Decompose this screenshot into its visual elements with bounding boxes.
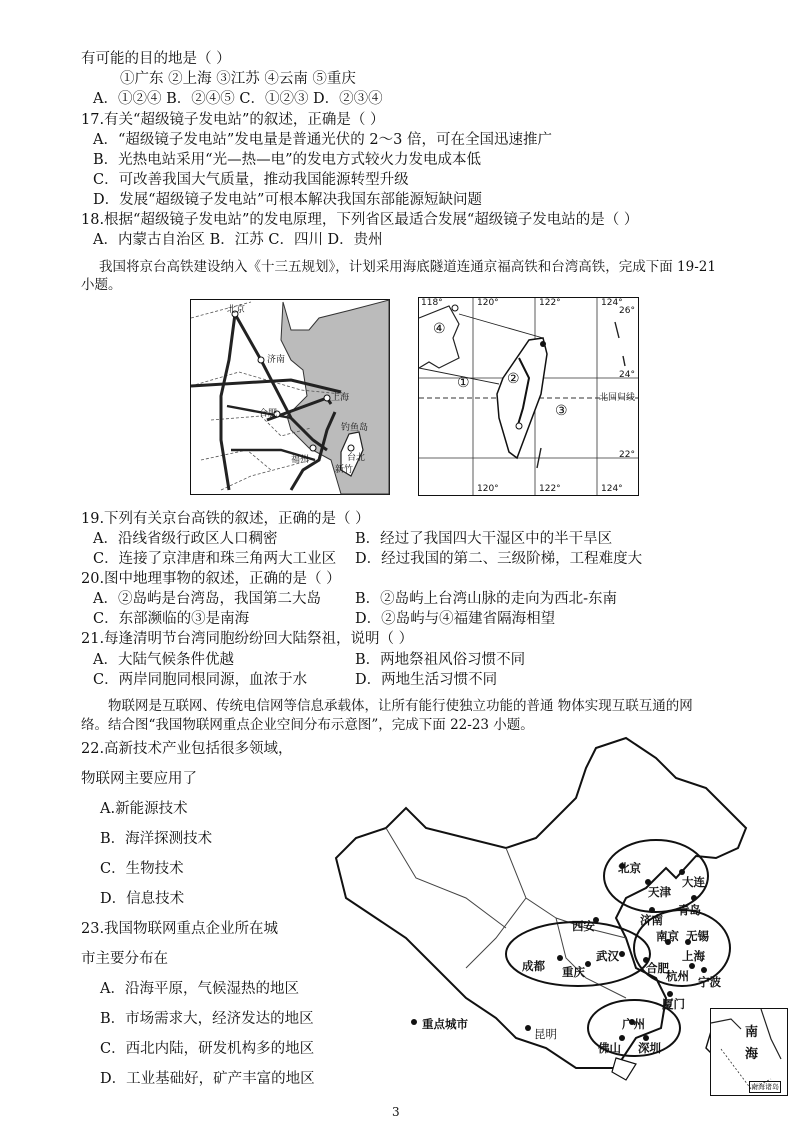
map1-label-shanghai: 上海: [331, 393, 350, 403]
q22-stem-line1: 22.高新技术产业包括很多领域，: [81, 741, 293, 757]
q19-option-c: C．连接了京津唐和珠三角两大工业区: [93, 551, 337, 567]
map3-ningbo: 宁波: [698, 975, 721, 989]
q17-option-c: C．可改善我国大气质量，推动我国能源转型升级: [93, 172, 409, 188]
map2-lat-24: 24°: [619, 370, 635, 380]
map2-lat-22: 22°: [619, 450, 635, 460]
q22-stem-line2: 物联网主要应用了: [81, 771, 197, 787]
map2-marker-1: ①: [457, 375, 470, 391]
map3-nanjing: 南京: [656, 929, 679, 943]
map3-hefei: 合肥: [646, 961, 669, 975]
map3-chongqing: 重庆: [562, 965, 585, 979]
map3-xian: 西安: [572, 919, 595, 933]
map3-chengdu: 成都: [522, 959, 545, 973]
map1-label-hefei: 合肥: [259, 409, 278, 419]
map1-label-hsinchu: 新竹: [335, 465, 354, 475]
map1-label-jinan: 济南: [267, 355, 286, 365]
map2-marker-4: ④: [433, 321, 446, 337]
q20-stem: 20.图中地理事物的叙述，正确的是（ ）: [81, 571, 341, 587]
map2-marker-2: ②: [507, 371, 520, 387]
inset-label-hai: 海: [745, 1047, 759, 1062]
inset-label-nan: 南: [745, 1025, 759, 1040]
map3-wuhan: 武汉: [596, 949, 619, 963]
q21-option-a: A．大陆气候条件优越: [93, 652, 234, 668]
q23-option-c: C．西北内陆，研发机构多的地区: [100, 1041, 315, 1057]
q20-option-d: D．②岛屿与④福建省隔海相望: [355, 611, 556, 627]
q17-stem: 17.有关“超级镜子发电站”的叙述，正确是（ ）: [81, 112, 385, 128]
q22-option-d: D．信息技术: [100, 891, 185, 907]
map3-qingdao: 青岛: [678, 903, 701, 917]
map2-lat-26: 26°: [619, 306, 635, 316]
q17-option-d: D．发展“超级镜子发电站”可根本解决我国东部能源短缺问题: [93, 192, 482, 208]
q19-option-a: A．沿线省级行政区人口稠密: [93, 531, 278, 547]
q23-option-b: B．市场需求大，经济发达的地区: [100, 1011, 314, 1027]
map3-wuxi: 无锡: [686, 929, 709, 943]
q19-option-b: B．经过了我国四大干湿区中的半干旱区: [355, 531, 613, 547]
q21-option-c: C．两岸同胞同根同源，血浓于水: [93, 672, 308, 688]
q21-stem: 21.每逢清明节台湾同胞纷纷回大陆祭祖，说明（ ）: [81, 631, 414, 647]
china-iot-map: [326, 738, 794, 1098]
intro-22-23-line2: 络。结合图“我国物联网重点企业空间分布示意图”，完成下面 22-23 小题。: [81, 717, 534, 733]
q22-option-b: B．海洋探测技术: [100, 831, 213, 847]
q23-option-a: A．沿海平原，气候湿热的地区: [100, 981, 299, 997]
q17-option-a: A．“超级镜子发电站”发电量是普通光伏的 2～3 倍，可在全国迅速推广: [93, 132, 552, 148]
page-number: 3: [392, 1105, 400, 1119]
q19-option-d: D．经过我国的第二、三级阶梯，工程难度大: [355, 551, 643, 567]
map1-label-beijing: 北京: [227, 305, 246, 315]
map3-jinan: 济南: [640, 913, 663, 927]
hsr-route-map-drawing: [191, 300, 389, 494]
map3-xiamen: 厦门: [662, 997, 685, 1011]
map2-bottom-lon-122: 122°: [539, 484, 561, 494]
q16-options: A．①②④ B．②④⑤ C．①②③ D．②③④: [93, 91, 383, 107]
intro-19-21-line1: 我国将京台高铁建设纳入《十三五规划》，计划采用海底隧道连通京福高铁和台湾高铁，完成下面 19-21: [99, 259, 716, 275]
map3-foshan: 佛山: [598, 1041, 621, 1055]
map2-bottom-lon-124: 124°: [601, 484, 623, 494]
map3-beijing: 北京: [618, 861, 641, 875]
map2-lon-122: 122°: [539, 298, 561, 308]
q22-option-a: A.新能源技术: [100, 801, 188, 817]
map3-shenzhen: 深圳: [638, 1041, 661, 1055]
q18-stem: 18.根据“超级镜子发电站”的发电原理，下列省区最适合发展“超级镜子发电站的是（ ）: [81, 212, 639, 228]
q23-stem-line1: 23.我国物联网重点企业所在城: [81, 921, 279, 937]
q21-option-b: B．两地祭祖风俗习惯不同: [355, 652, 526, 668]
map2-lon-118: 118°: [421, 298, 443, 308]
q21-option-d: D．两地生活习惯不同: [355, 672, 498, 688]
q17-option-b: B．光热电站采用“光—热—电”的发电方式较火力发电成本低: [93, 152, 481, 168]
map3-hangzhou: 杭州: [666, 969, 689, 983]
q16-tail: 有可能的目的地是（ ）: [81, 51, 231, 67]
intro-19-21-line2: 小题。: [81, 277, 122, 293]
taiwan-grid-map: [418, 297, 639, 496]
map3-shanghai: 上海: [682, 949, 705, 963]
q19-stem: 19.下列有关京台高铁的叙述，正确的是（ ）: [81, 511, 370, 527]
map1-label-fuzhou: 福州: [291, 455, 310, 465]
q22-option-c: C．生物技术: [100, 861, 184, 877]
q23-stem-line2: 市主要分布在: [81, 951, 168, 967]
map1-label-diaoyu: 钓鱼岛: [341, 423, 369, 433]
q18-options: A．内蒙古自治区 B．江苏 C．四川 D．贵州: [93, 232, 383, 248]
map3-dalian: 大连: [682, 875, 705, 889]
q20-option-b: B．②岛屿上台湾山脉的走向为西北-东南: [355, 591, 618, 607]
map2-marker-3: ③: [555, 403, 568, 419]
map3-legend-label: 重点城市: [422, 1017, 468, 1031]
map2-lon-124: 124°: [601, 298, 623, 308]
intro-22-23-line1: 物联网是互联网、传统电信网等信息承载体，让所有能行使独立功能的普通 物体实现互联互通的网: [108, 698, 693, 714]
q20-option-a: A．②岛屿是台湾岛，我国第二大岛: [93, 591, 321, 607]
inset-caption: 南海诸岛: [751, 1083, 779, 1091]
map1-label-taipei: 台北: [347, 453, 366, 463]
map3-guangzhou: 广州: [622, 1017, 645, 1031]
south-china-sea-inset: [710, 1008, 788, 1096]
q16-places: ①广东 ②上海 ③江苏 ④云南 ⑤重庆: [120, 71, 356, 87]
map2-bottom-lon-120: 120°: [477, 484, 499, 494]
q20-option-c: C．东部濒临的③是南海: [93, 611, 250, 627]
map2-tropic-label: 北回归线: [599, 393, 636, 403]
map2-lon-120: 120°: [477, 298, 499, 308]
hsr-route-map: [190, 299, 390, 495]
q23-option-d: D．工业基础好，矿产丰富的地区: [100, 1071, 315, 1087]
map3-kunming: 昆明: [534, 1027, 557, 1041]
map3-tianjin: 天津: [648, 885, 671, 899]
